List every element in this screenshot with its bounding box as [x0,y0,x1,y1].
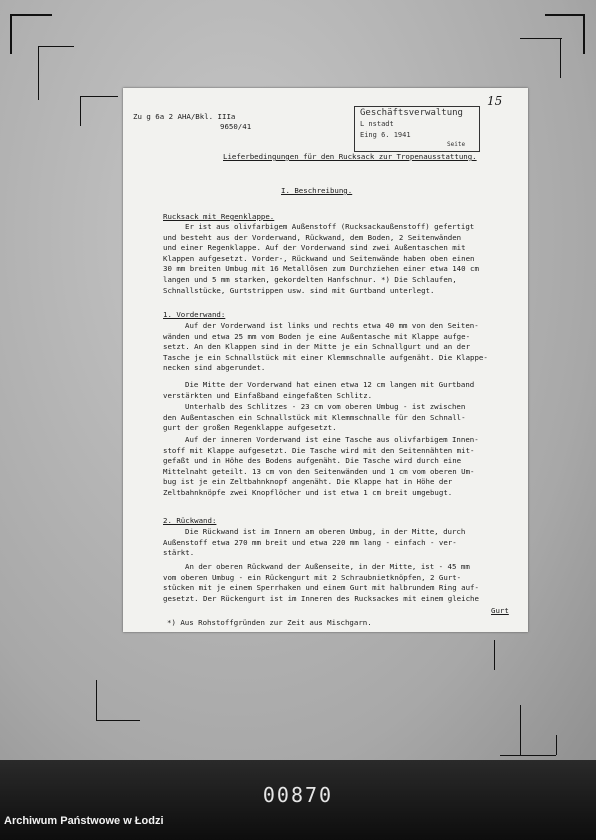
frame-mark [38,46,74,47]
text-line: An der oberen Rückwand der Außenseite, in der Mitte, ist - 45 mm [185,562,470,571]
frame-mark [556,735,557,755]
text-line: Auf der inneren Vorderwand ist eine Tasche aus olivfarbigem Innen- [185,435,479,444]
text-line: Schnallstücke, Gurtstrippen usw. sind mit Gurtband unterlegt. [163,285,435,295]
rueckwand-paragraph-1 [163,527,518,559]
stamp-line: L nstadt [360,120,394,128]
intro-heading: Rucksack mit Regenklappe. [163,212,275,221]
text-line: Tasche je ein Schnallstück mit einer Klemmschnalle aufgenäht. Die Klappe- [163,352,488,362]
frame-mark [583,14,585,54]
text-line: Die Mitte der Vorderwand hat einen etwa 12 cm langen mit Gurtband [185,380,475,389]
archive-name: Archiwum Państwowe w Łodzi [4,815,164,827]
frame-mark [38,46,39,100]
text-line: wänden und etwa 25 mm vom Boden je eine Außentasche mit Klappe aufge- [163,331,471,341]
frame-mark [80,96,81,126]
text-line: Zeltbahnknöpfe zwei Knopflöcher und ist etwa 1 cm breit umgebugt. [163,487,453,497]
frame-mark [10,14,52,16]
text-line: vom oberen Umbug - ein Rückengurt mit 2 Schraubnietknöpfen, 2 Gurt- [163,572,462,582]
frame-mark [560,38,561,78]
frame-mark [520,38,562,39]
text-line: bug ist je ein Zeltbahnknopf angenäht. Die Klappe hat in Höhe der [163,477,453,487]
vorderwand-paragraph-2 [163,380,518,401]
received-stamp [354,106,480,152]
rueckwand-paragraph-2 [163,562,518,604]
text-line: setzt. An den Klappen sind in der Mitte je ein Schnallgurt und an der [163,342,471,352]
rueckwand-heading: 2. Rückwand: [163,516,217,525]
vorderwand-paragraph-4 [163,435,518,499]
intro-paragraph [163,222,518,296]
stamp-line: Eing 6. 1941 [360,131,411,139]
vorderwand-paragraph-3 [163,402,518,434]
text-line: Außenstoff etwa 270 mm breit und etwa 220 mm lang - einfach - ver- [163,537,457,547]
text-line: den Außentaschen ein Schnallstück mit Klemmschnalle für den Schnall- [163,412,466,422]
text-line: Auf der Vorderwand ist links und rechts etwa 40 mm von den Seiten- [185,321,479,330]
stamp-line: Geschäftsverwaltung [360,108,463,118]
stamp-line: Seite [447,141,466,148]
text-line: Unterhalb des Schlitzes - 23 cm vom oberen Umbug - ist zwischen [185,402,466,411]
page-number: 15 [487,94,503,108]
text-line: und besteht aus der Vorderwand, Rückwand, dem Boden, 2 Seitenwänden [163,232,462,242]
text-line: Mittelnaht geteilt. 13 cm von den Seitenwänden und 1 cm vom oberen Um- [163,466,475,476]
frame-mark [96,680,97,720]
text-line: gefaßt und in Höhe des Bodens aufgenäht. Die Tasche wird durch eine [163,456,462,466]
text-line: Er ist aus olivfarbigem Außenstoff (Rucksackaußenstoff) gefertigt [185,222,475,231]
text-line: stoff mit Klappe aufgesetzt. Die Tasche wird mit den Seitennähten mit- [163,445,475,455]
text-line: 30 mm breiten Umbug mit 16 Metallösen zum Durchziehen einer etwa 140 cm [163,264,479,274]
text-line: langen und 5 mm starken, gekordelten Hanfschnur. *) Die Schlaufen, [163,274,457,284]
text-line: gesetzt. Der Rückengurt ist im Inneren des Rucksackes mit einem gleiche [163,593,479,603]
text-line: Die Rückwand ist im Innern am oberen Umbug, in der Mitte, durch [185,527,466,536]
text-line: necken sind abgerundet. [163,363,266,373]
section-heading: I. Beschreibung. [281,186,353,195]
footnote: *) Aus Rohstoffgründen zur Zeit aus Mischgarn. [167,618,372,627]
text-line: verstärkten und Einfaßband eingefaßten Schlitz. [163,390,373,400]
text-line: stücken mit je einem Sperrhaken und einem Gurt mit halbrundem Ring auf- [163,583,479,593]
vorderwand-paragraph-1 [163,321,518,374]
text-line: und einer Regenklappe. Auf der Vorderwand sind zwei Außentaschen mit [163,243,466,253]
text-line: gurt der großen Regenklappe aufgesetzt. [163,423,337,433]
frame-mark [500,755,556,756]
reference-sub-number: 9650/41 [220,122,252,131]
film-frame-number: 00870 [262,783,334,807]
frame-mark [520,705,521,755]
document-page [123,88,528,632]
reference-number: Zu g 6a 2 AHA/Bkl. IIIa [133,112,236,121]
vorderwand-heading: 1. Vorderwand: [163,310,226,319]
frame-mark [80,96,118,97]
frame-mark [10,14,12,54]
frame-mark [494,640,495,670]
document-title: Lieferbedingungen für den Rucksack zur Tropenausstattung. [223,152,477,161]
frame-mark [96,720,140,721]
text-line: Klappen aufgesetzt. Vorder-, Rückwand und Seitenwände haben oben einen [163,253,475,263]
frame-mark [545,14,585,16]
catchword: Gurt [491,606,509,615]
text-line: stärkt. [163,548,195,558]
